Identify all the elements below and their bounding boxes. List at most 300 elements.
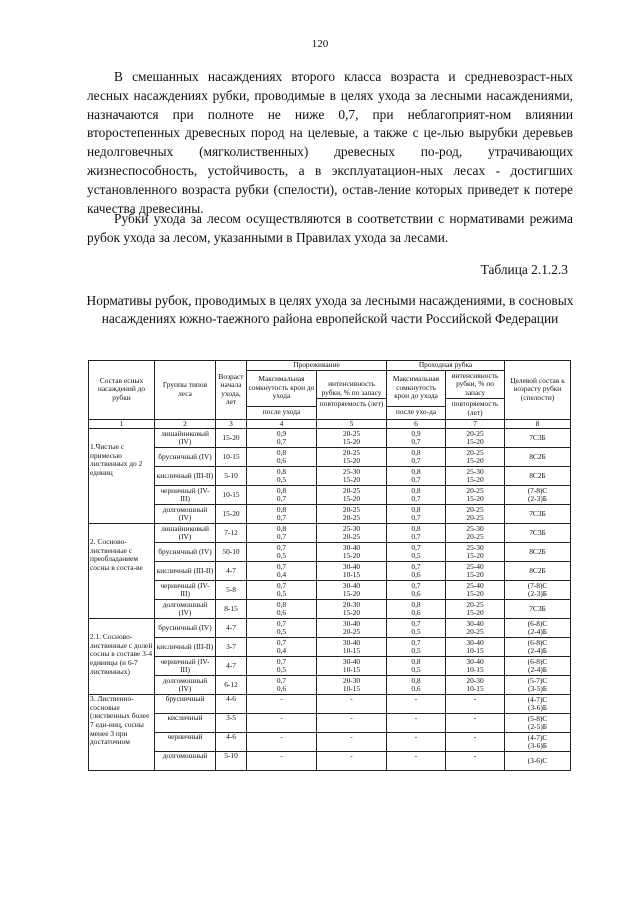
passing-closure [387, 467, 446, 486]
target-composition-line-1: (6-8)С [527, 637, 548, 647]
header-target: Целевой состав к возрасту рубки (спелости) [505, 361, 571, 420]
forest-type: долгомошный (IV) [155, 600, 216, 619]
target-composition-line-2: (3-6)Б [528, 741, 548, 751]
passing-intensity [446, 657, 505, 676]
table-row [89, 543, 571, 562]
table-row [89, 638, 571, 657]
passing-intensity-line-2: 15-20 [466, 475, 484, 485]
thinning-closure-line-2: 0,5 [276, 627, 287, 637]
start-age: 8-15 [216, 600, 247, 619]
forest-type: долгомошный (IV) [155, 505, 216, 524]
column-number: 7 [446, 419, 505, 429]
header-composition: Состав есных насаждений до рубки [89, 361, 155, 420]
thinning-intensity-line-2: 15-20 [342, 589, 361, 599]
forest-type: долгомошный [155, 752, 216, 771]
passing-closure-line-2: 0,6 [411, 589, 421, 599]
thinning-closure-line-1: 0,8 [276, 599, 287, 609]
empty-value: - [387, 752, 446, 771]
group-label: 2.1. Сосново-лиственные с долей сосны в составе 3-4 единицы (и 6-7 лиственных) [89, 619, 155, 695]
thinning-closure [247, 676, 317, 695]
thinning-intensity-line-2: 20-25 [342, 532, 361, 542]
thinning-closure-line-1: 0,7 [276, 637, 287, 647]
empty-value: - [317, 714, 387, 733]
passing-closure-line-1: 0,7 [411, 637, 421, 647]
passing-closure-line-1: 0,7 [411, 618, 421, 628]
empty-value: - [446, 733, 505, 752]
passing-closure [387, 486, 446, 505]
thinning-closure-line-2: 0,5 [276, 665, 287, 675]
target-composition-line-1: (5-7)С [527, 675, 548, 685]
thinning-closure-line-2: 0,4 [276, 570, 287, 580]
passing-closure-line-1: 0,8 [411, 656, 421, 666]
table-row [89, 752, 571, 771]
header-max-closure-2: Максимальная сомкнутость крон до ухода [387, 370, 446, 406]
passing-closure-line-2: 0,7 [411, 513, 421, 523]
thinning-closure-line-2: 0,5 [276, 551, 287, 561]
target-composition: (3-6)С [505, 752, 571, 771]
thinning-intensity-line-1: 30-40 [342, 561, 361, 571]
passing-intensity [446, 562, 505, 581]
thinning-closure-line-2: 0,5 [276, 475, 287, 485]
start-age: 4-7 [216, 619, 247, 638]
target-composition-line-2: (2-4)Б [528, 646, 548, 656]
thinning-intensity-line-2: 15-20 [342, 437, 361, 447]
passing-closure [387, 619, 446, 638]
thinning-closure [247, 600, 317, 619]
empty-value: - [387, 733, 446, 752]
passing-closure-line-1: 0,9 [411, 428, 421, 438]
passing-intensity [446, 467, 505, 486]
header-after-2: после ухо-да [387, 406, 446, 419]
header-intensity-text: интенсивность рубки, % по запасу [317, 379, 386, 399]
page-number: 120 [311, 38, 329, 50]
header-passing: Проходная рубка [387, 361, 505, 371]
passing-intensity-line-2: 15-20 [466, 456, 484, 466]
start-age: 4-7 [216, 657, 247, 676]
thinning-intensity-line-1: 20-25 [342, 428, 361, 438]
thinning-closure [247, 486, 317, 505]
group-label: 2. Сосново-лиственные с преобладанием сосны в соста-ве [89, 524, 155, 619]
table-row [89, 600, 571, 619]
start-age: 6-12 [216, 676, 247, 695]
header-intensity-text: интенсивность рубки, % по запасу [446, 371, 504, 400]
column-number: 3 [216, 419, 247, 429]
forest-type: черничный (IV-III) [155, 581, 216, 600]
thinning-intensity-line-2: 15-20 [342, 475, 361, 485]
start-age: 7-12 [216, 524, 247, 543]
start-age: 10-15 [216, 486, 247, 505]
thinning-closure [247, 429, 317, 448]
passing-intensity-line-2: 15-20 [466, 570, 484, 580]
empty-value: - [317, 733, 387, 752]
passing-closure-line-1: 0,8 [411, 523, 421, 533]
table-row [89, 695, 571, 714]
thinning-closure-line-2: 0,6 [276, 608, 287, 618]
target-composition: 8С2Б [505, 543, 571, 562]
thinning-closure-line-1: 0,8 [276, 485, 287, 495]
thinning-closure [247, 562, 317, 581]
passing-closure [387, 581, 446, 600]
thinning-intensity-line-2: 15-20 [342, 456, 361, 466]
passing-intensity-line-2: 20-25 [466, 513, 484, 523]
thinning-intensity [317, 581, 387, 600]
thinning-closure [247, 448, 317, 467]
table-label: Таблица 2.1.2.3 [480, 262, 568, 277]
passing-intensity [446, 676, 505, 695]
passing-intensity-line-2: 15-20 [466, 494, 484, 504]
target-composition [505, 619, 571, 638]
target-composition [505, 581, 571, 600]
thinning-closure-line-1: 0,8 [276, 447, 287, 457]
thinning-intensity [317, 600, 387, 619]
target-composition-line-1: (6-8)С [527, 618, 548, 628]
passing-intensity-line-1: 20-30 [466, 675, 484, 685]
target-composition: 7С3Б [505, 429, 571, 448]
passing-intensity-line-2: 15-20 [466, 589, 484, 599]
forest-type: лишайниковый (IV) [155, 524, 216, 543]
table-row [89, 676, 571, 695]
passing-closure-line-1: 0,7 [411, 561, 421, 571]
passing-intensity-line-2: 15-20 [466, 437, 484, 447]
start-age: 10-15 [216, 448, 247, 467]
target-composition-line-2: (3-5)Б [528, 684, 548, 694]
empty-value: - [387, 714, 446, 733]
thinning-closure-line-2: 0,6 [276, 684, 287, 694]
column-number: 2 [155, 419, 216, 429]
header-thinning: Прореживание [247, 361, 387, 371]
table-row [89, 467, 571, 486]
thinning-intensity-line-1: 25-30 [342, 523, 361, 533]
target-composition: 7С3Б [505, 600, 571, 619]
passing-intensity [446, 638, 505, 657]
column-number: 6 [387, 419, 446, 429]
target-composition-line-2: (2-3)Б [528, 494, 548, 504]
forest-type: черничный (IV-III) [155, 657, 216, 676]
passing-closure-line-1: 0,8 [411, 675, 421, 685]
thinning-intensity [317, 486, 387, 505]
empty-value: - [247, 714, 317, 733]
thinning-intensity-line-1: 30-40 [342, 637, 361, 647]
forest-type: кисличный (III-II) [155, 467, 216, 486]
thinning-closure [247, 619, 317, 638]
passing-intensity-line-1: 30-40 [466, 656, 484, 666]
passing-intensity-line-1: 25-40 [466, 561, 484, 571]
empty-value: - [317, 752, 387, 771]
header-age: Возраст начала ухода, лет [216, 361, 247, 420]
empty-value: - [446, 714, 505, 733]
start-age: 5-10 [216, 752, 247, 771]
forest-type: долгомошный (IV) [155, 676, 216, 695]
thinning-intensity-line-2: 10-15 [342, 570, 361, 580]
forest-type: брусничный (IV) [155, 543, 216, 562]
target-composition [505, 714, 571, 733]
target-composition-line-1: (7-8)С [527, 580, 548, 590]
forest-type: черничный (IV-III) [155, 486, 216, 505]
norms-table [88, 360, 571, 771]
start-age: 15-20 [216, 429, 247, 448]
empty-value: - [247, 752, 317, 771]
header-intensity [317, 370, 387, 419]
thinning-intensity-line-2: 20-25 [342, 627, 361, 637]
passing-closure-line-1: 0,8 [411, 447, 421, 457]
empty-value: - [317, 695, 387, 714]
passing-closure [387, 638, 446, 657]
passing-closure [387, 543, 446, 562]
forest-type: кисличный (III-II) [155, 638, 216, 657]
paragraph-2: Рубки ухода за лесом осуществляются в соответствии с нормативами режима рубок ухода за лесом, указанными в Правилах ухода за лесами. [87, 211, 573, 245]
group-label: 3. Лиственно-сосновые (лиственных более 7 еди-ниц, сосны менее 3 при достаточном [89, 695, 155, 771]
passing-intensity-line-2: 15-20 [466, 608, 484, 618]
passing-closure [387, 657, 446, 676]
thinning-intensity-line-2: 15-20 [342, 494, 361, 504]
header-after: после ухода [247, 406, 317, 419]
table-row [89, 657, 571, 676]
paragraph-1: В смешанных насаждениях второго класса возраста и средневозраст-ных лесных насаждениях рубки, проводимые в целях ухода за лесными насаждениями, назначаются при полноте не ниже 0,7, при неблагоприят-ном влиянии второстепенных древесных пород на целевые, а также с це-лью вырубки деревьев недолговечных (мягколиственных) древесных по-род, утрачивающих жизнеспособность, устойчивость, а в эксплуатацион-ных лесах - достигших установленного возраста рубки (спелости), остав-ление которых приведет к потере качества древесины. [87, 69, 573, 216]
passing-closure-line-2: 0,5 [411, 646, 421, 656]
thinning-intensity [317, 467, 387, 486]
thinning-closure [247, 467, 317, 486]
thinning-closure [247, 638, 317, 657]
thinning-closure [247, 505, 317, 524]
target-composition: 7С3Б [505, 505, 571, 524]
thinning-closure-line-1: 0,7 [276, 656, 287, 666]
thinning-intensity-line-1: 20-30 [342, 599, 361, 609]
table-row [89, 524, 571, 543]
passing-closure-line-2: 0,5 [411, 551, 421, 561]
forest-type: брусничный [155, 695, 216, 714]
start-age: 5-8 [216, 581, 247, 600]
thinning-intensity [317, 619, 387, 638]
passing-closure-line-2: 0,6 [411, 684, 421, 694]
thinning-intensity-line-1: 20-30 [342, 675, 361, 685]
thinning-closure-line-1: 0,9 [276, 428, 287, 438]
passing-closure-line-1: 0,8 [411, 504, 421, 514]
forest-type: кисличный [155, 714, 216, 733]
thinning-intensity-line-2: 10-15 [342, 684, 361, 694]
passing-closure-line-2: 0,7 [411, 532, 421, 542]
passing-intensity-line-1: 25-30 [466, 523, 484, 533]
column-number: 5 [317, 419, 387, 429]
target-composition [505, 695, 571, 714]
thinning-intensity [317, 429, 387, 448]
passing-closure-line-2: 0,7 [411, 437, 421, 447]
thinning-intensity-line-1: 30-40 [342, 542, 361, 552]
thinning-closure-line-2: 0,7 [276, 494, 287, 504]
passing-closure [387, 524, 446, 543]
target-composition-line-1: (7-8)С [527, 485, 548, 495]
table-row [89, 448, 571, 467]
thinning-intensity [317, 505, 387, 524]
thinning-closure [247, 581, 317, 600]
table-row [89, 562, 571, 581]
thinning-closure-line-2: 0,7 [276, 532, 287, 542]
passing-intensity [446, 524, 505, 543]
passing-closure [387, 429, 446, 448]
passing-intensity [446, 543, 505, 562]
thinning-intensity-line-2: 10-15 [342, 665, 361, 675]
table-row [89, 505, 571, 524]
thinning-closure-line-1: 0,8 [276, 466, 287, 476]
target-composition-line-1: (4-7)С [527, 732, 548, 742]
passing-intensity-line-2: 10-15 [466, 646, 484, 656]
target-composition [505, 657, 571, 676]
table-row [89, 619, 571, 638]
header-repeat: повторяемость (лет) [319, 399, 384, 409]
target-composition [505, 638, 571, 657]
table-row [89, 714, 571, 733]
empty-value: - [446, 752, 505, 771]
header-repeat-2: повторяемость (лет) [451, 399, 499, 417]
column-number: 8 [505, 419, 571, 429]
thinning-intensity-line-1: 20-25 [342, 504, 361, 514]
table-row [89, 581, 571, 600]
passing-intensity [446, 505, 505, 524]
table-row [89, 486, 571, 505]
start-age: 4-7 [216, 562, 247, 581]
target-composition-line-2: (2-3)Б [528, 589, 548, 599]
column-number: 1 [89, 419, 155, 429]
thinning-closure-line-1: 0,7 [276, 561, 287, 571]
header-intensity-2 [446, 370, 505, 419]
target-composition-line-2: (2-5)Б [528, 722, 548, 732]
passing-intensity-line-1: 20-25 [466, 428, 484, 438]
passing-closure-line-2: 0,5 [411, 665, 421, 675]
passing-intensity-line-1: 25-40 [466, 580, 484, 590]
thinning-intensity [317, 543, 387, 562]
passing-intensity-line-2: 20-25 [466, 627, 484, 637]
thinning-intensity-line-1: 20-25 [342, 447, 361, 457]
start-age: 50-10 [216, 543, 247, 562]
thinning-intensity-line-1: 20-25 [342, 485, 361, 495]
passing-intensity-line-1: 30-40 [466, 618, 484, 628]
passing-intensity-line-1: 20-25 [466, 485, 484, 495]
passing-intensity [446, 581, 505, 600]
thinning-intensity-line-1: 25-30 [342, 466, 361, 476]
passing-closure-line-1: 0,8 [411, 485, 421, 495]
thinning-closure-line-1: 0,7 [276, 580, 287, 590]
forest-type: черничный [155, 733, 216, 752]
start-age: 3-5 [216, 714, 247, 733]
passing-closure-line-1: 0,7 [411, 542, 421, 552]
empty-value: - [247, 695, 317, 714]
thinning-intensity [317, 657, 387, 676]
target-composition: 7С3Б [505, 524, 571, 543]
target-composition-line-1: (5-8)С [527, 713, 548, 723]
forest-type: лишайниковый (IV) [155, 429, 216, 448]
start-age: 15-20 [216, 505, 247, 524]
passing-closure-line-2: 0,7 [411, 475, 421, 485]
passing-intensity-line-1: 25-30 [466, 466, 484, 476]
target-composition [505, 486, 571, 505]
passing-closure-line-1: 0,8 [411, 466, 421, 476]
passing-closure [387, 676, 446, 695]
passing-intensity-line-2: 10-15 [466, 684, 484, 694]
thinning-intensity-line-2: 20-25 [342, 513, 361, 523]
passing-intensity [446, 486, 505, 505]
passing-intensity-line-1: 30-40 [466, 637, 484, 647]
table-title: Нормативы рубок, проводимых в целях ухода за лесными насаждениями, в сосновых насаждениях южно-таежного района европейской части Российской Федерации [86, 293, 574, 326]
target-composition: 8С2Б [505, 467, 571, 486]
target-composition-line-2: (2-4)Б [528, 665, 548, 675]
start-age: 4-6 [216, 733, 247, 752]
thinning-closure-line-2: 0,7 [276, 513, 287, 523]
thinning-intensity [317, 676, 387, 695]
empty-value: - [446, 695, 505, 714]
passing-intensity [446, 600, 505, 619]
passing-intensity-line-1: 20-25 [466, 504, 484, 514]
target-composition-line-1: (6-8)С [527, 656, 548, 666]
header-max-closure: Максимальная сомкнутость крон до ухода [247, 370, 317, 406]
start-age: 5-10 [216, 467, 247, 486]
target-composition [505, 733, 571, 752]
target-composition-line-2: (2-4)Б [528, 627, 548, 637]
passing-closure-line-2: 0,6 [411, 608, 421, 618]
passing-closure-line-2: 0,6 [411, 570, 421, 580]
passing-intensity-line-1: 20-25 [466, 599, 484, 609]
table-row [89, 429, 571, 448]
thinning-closure-line-1: 0,8 [276, 523, 287, 533]
thinning-intensity-line-1: 30-40 [342, 618, 361, 628]
empty-value: - [387, 695, 446, 714]
passing-intensity [446, 429, 505, 448]
start-age: 3-7 [216, 638, 247, 657]
passing-closure-line-2: 0,5 [411, 627, 421, 637]
table-row [89, 733, 571, 752]
thinning-intensity [317, 448, 387, 467]
thinning-intensity-line-2: 10-15 [342, 646, 361, 656]
forest-type: брусничный (IV) [155, 448, 216, 467]
target-composition: 8С2Б [505, 562, 571, 581]
passing-intensity-line-1: 25-30 [466, 542, 484, 552]
passing-intensity-line-2: 20-25 [466, 532, 484, 542]
thinning-closure-line-2: 0,7 [276, 437, 287, 447]
passing-intensity-line-2: 10-15 [466, 665, 484, 675]
thinning-intensity [317, 638, 387, 657]
group-label: 1.Чистые с примесью лиственных до 2 единиц [89, 429, 155, 524]
passing-closure-line-2: 0,7 [411, 456, 421, 466]
thinning-closure-line-1: 0,7 [276, 675, 287, 685]
thinning-intensity-line-2: 15-20 [342, 608, 361, 618]
thinning-intensity-line-2: 15-20 [342, 551, 361, 561]
target-composition-line-1: (4-7)С [527, 694, 548, 704]
thinning-intensity-line-1: 30-40 [342, 656, 361, 666]
header-groups: Группы типов леса [155, 361, 216, 420]
thinning-intensity-line-1: 30-40 [342, 580, 361, 590]
thinning-closure-line-1: 0,7 [276, 542, 287, 552]
passing-intensity-line-1: 20-25 [466, 447, 484, 457]
thinning-closure-line-2: 0,5 [276, 589, 287, 599]
thinning-closure [247, 657, 317, 676]
empty-value: - [247, 733, 317, 752]
passing-closure-line-1: 0,8 [411, 599, 421, 609]
forest-type: кисличный (III-II) [155, 562, 216, 581]
column-number: 4 [247, 419, 317, 429]
target-composition-line-2: (3-6)Б [528, 703, 548, 713]
passing-intensity [446, 448, 505, 467]
passing-closure-line-2: 0,7 [411, 494, 421, 504]
thinning-closure [247, 524, 317, 543]
passing-closure [387, 505, 446, 524]
passing-intensity-line-2: 15-20 [466, 551, 484, 561]
thinning-closure-line-1: 0,7 [276, 618, 287, 628]
passing-closure-line-1: 0,7 [411, 580, 421, 590]
thinning-intensity [317, 524, 387, 543]
forest-type: брусничный (IV) [155, 619, 216, 638]
passing-closure [387, 448, 446, 467]
target-composition: 8С2Б [505, 448, 571, 467]
passing-closure [387, 600, 446, 619]
thinning-closure-line-2: 0,6 [276, 456, 287, 466]
